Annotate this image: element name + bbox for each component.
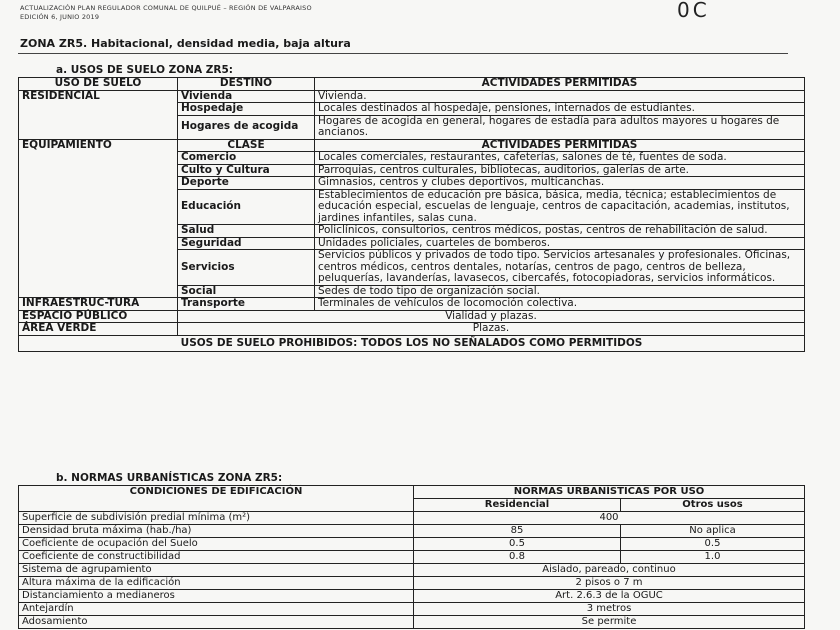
uso-infraestructura: INFRAESTRUC-TURA — [19, 298, 178, 311]
table-row — [19, 538, 805, 551]
actividades-cell: Parroquias, centros culturales, bibliotecas, auditorios, galerías de arte. — [315, 164, 805, 177]
condicion-cell: Antejardín — [19, 603, 414, 616]
table-row — [19, 603, 805, 616]
valor-cell: Art. 2.6.3 de la OGUC — [414, 590, 805, 603]
valor-cell: 400 — [414, 512, 805, 525]
subheader-actividades: ACTIVIDADES PERMITIDAS — [315, 139, 805, 152]
normas-table — [18, 485, 805, 629]
title-divider — [18, 53, 788, 54]
header-actividades: ACTIVIDADES PERMITIDAS — [315, 78, 805, 91]
actividades-cell: Hogares de acogida en general, hogares de estadía para adultos mayores u hogares de ancianos. — [315, 115, 805, 139]
residencial-cell: 85 — [414, 525, 621, 538]
table-row — [19, 512, 805, 525]
section-b-title: b. NORMAS URBANÍSTICAS ZONA ZR5: — [56, 472, 283, 484]
table-row — [19, 577, 805, 590]
residencial-cell: 0.5 — [414, 538, 621, 551]
condicion-cell: Coeficiente de constructibilidad — [19, 551, 414, 564]
actividades-cell: Vivienda. — [315, 90, 805, 103]
actividades-cell: Establecimientos de educación pre básica, básica, media, técnica; establecimientos de educación especial, escuelas de lenguaje, centros de capacitación, academias, institutos, jardines infantiles, salas cuna. — [315, 189, 805, 225]
table-row — [19, 139, 805, 152]
condicion-cell: Adosamiento — [19, 616, 414, 629]
clase-cell: Social — [178, 285, 315, 298]
actividades-cell: Vialidad y plazas. — [178, 310, 805, 323]
actividades-cell: Locales comerciales, restaurantes, cafeterías, salones de té, fuentes de soda. — [315, 152, 805, 165]
valor-cell: 3 metros — [414, 603, 805, 616]
valor-cell: 2 pisos o 7 m — [414, 577, 805, 590]
header-condiciones: CONDICIONES DE EDIFICACIÓN — [19, 486, 414, 512]
table-row — [19, 564, 805, 577]
condicion-cell: Altura máxima de la edificación — [19, 577, 414, 590]
actividades-cell: Gimnasios, centros y clubes deportivos, multicanchas. — [315, 177, 805, 190]
actividades-cell: Terminales de vehículos de locomoción colectiva. — [315, 298, 805, 311]
uso-espacio-publico: ESPACIO PÚBLICO — [19, 310, 178, 323]
table-row — [19, 551, 805, 564]
destino-cell: Hogares de acogida — [178, 115, 315, 139]
clase-cell: Comercio — [178, 152, 315, 165]
clase-cell: Culto y Cultura — [178, 164, 315, 177]
page-code: 0C — [677, 0, 710, 22]
actividades-cell: Unidades policiales, cuarteles de bomberos. — [315, 237, 805, 250]
actividades-cell: Sedes de todo tipo de organización social. — [315, 285, 805, 298]
table-footer-row — [19, 335, 805, 352]
uso-equipamiento: EQUIPAMIENTO — [19, 139, 178, 298]
destino-cell: Hospedaje — [178, 103, 315, 116]
table-header-row — [19, 486, 805, 499]
header-line-2: EDICIÓN 6, JUNIO 2019 — [20, 13, 100, 21]
otros-cell: No aplica — [621, 525, 805, 538]
actividades-cell: Servicios públicos y privados de todo tipo. Servicios artesanales y profesionales. Oficinas, centros médicos, centros dentales, notarías, centros de pago, centros de belleza, peluquerías, lavanderías, lavasecos, cibercafés, fotocopiadoras, servicios informáticos. — [315, 250, 805, 286]
header-residencial: Residencial — [414, 499, 621, 512]
clase-cell: Educación — [178, 189, 315, 225]
table-row — [19, 298, 805, 311]
header-otros-usos: Otros usos — [621, 499, 805, 512]
clase-cell: Seguridad — [178, 237, 315, 250]
table-row — [19, 616, 805, 629]
header-normas-por-uso: NORMAS URBANÍSTICAS POR USO — [414, 486, 805, 499]
header-destino: DESTINO — [178, 78, 315, 91]
table-header-row — [19, 78, 805, 91]
otros-cell: 0.5 — [621, 538, 805, 551]
condicion-cell: Superficie de subdivisión predial mínima (m²) — [19, 512, 414, 525]
actividades-cell: Plazas. — [178, 323, 805, 336]
uso-residencial: RESIDENCIAL — [19, 90, 178, 139]
header-uso-suelo: USO DE SUELO — [19, 78, 178, 91]
section-a-title: a. USOS DE SUELO ZONA ZR5: — [56, 64, 233, 76]
valor-cell: Aislado, pareado, continuo — [414, 564, 805, 577]
actividades-cell: Policlínicos, consultorios, centros médicos, postas, centros de rehabilitación de salud. — [315, 225, 805, 238]
condicion-cell: Distanciamiento a medianeros — [19, 590, 414, 603]
zone-title: ZONA ZR5. Habitacional, densidad media, baja altura — [20, 37, 351, 50]
table-row — [19, 323, 805, 336]
table-row — [19, 90, 805, 103]
condicion-cell: Densidad bruta máxima (hab./ha) — [19, 525, 414, 538]
table-row — [19, 525, 805, 538]
clase-cell: Salud — [178, 225, 315, 238]
clase-cell: Servicios — [178, 250, 315, 286]
residencial-cell: 0.8 — [414, 551, 621, 564]
destino-cell: Vivienda — [178, 90, 315, 103]
uso-area-verde: ÁREA VERDE — [19, 323, 178, 336]
actividades-cell: Locales destinados al hospedaje, pensiones, internados de estudiantes. — [315, 103, 805, 116]
table-row — [19, 590, 805, 603]
condicion-cell: Sistema de agrupamiento — [19, 564, 414, 577]
clase-cell: Deporte — [178, 177, 315, 190]
header-line-1: ACTUALIZACIÓN PLAN REGULADOR COMUNAL DE QUILPUÉ – REGIÓN DE VALPARAISO — [20, 4, 312, 12]
destino-cell: Transporte — [178, 298, 315, 311]
valor-cell: Se permite — [414, 616, 805, 629]
prohibidos-note: USOS DE SUELO PROHIBIDOS: TODOS LOS NO SEÑALADOS COMO PERMITIDOS — [19, 335, 805, 352]
condicion-cell: Coeficiente de ocupación del Suelo — [19, 538, 414, 551]
usos-suelo-table — [18, 77, 805, 352]
table-row — [19, 310, 805, 323]
subheader-clase: CLASE — [178, 139, 315, 152]
otros-cell: 1.0 — [621, 551, 805, 564]
